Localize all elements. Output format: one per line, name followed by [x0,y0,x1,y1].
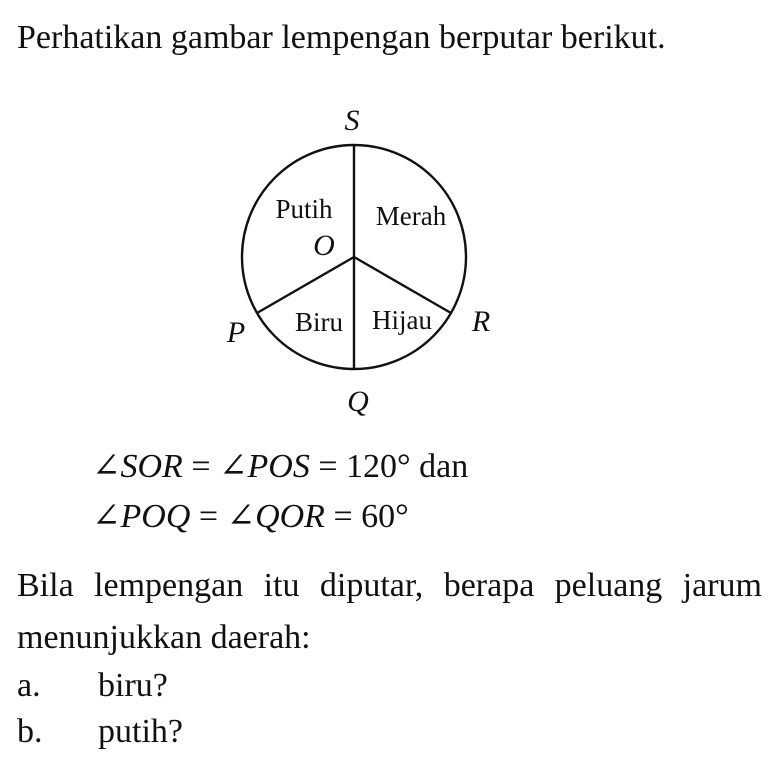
question-text: Bila lempengan itu diputar, berapa peluang jarum menunjukkan daerah: [17,567,762,656]
angle-value-60: 60° [361,498,409,535]
region-biru-label: Biru [294,307,344,337]
angle-qor: QOR [255,498,325,535]
point-o-label: O [313,229,335,262]
option-a-text: biru? [98,667,168,704]
angle-equation-1: ∠SOR = ∠POS = 120° dan [92,448,469,485]
angle-sor: SOR [120,448,183,485]
option-b-text: putih? [98,713,183,750]
option-b-label: b. [17,713,43,750]
region-hijau-label: Hijau [372,305,432,335]
option-b [17,710,183,754]
point-r-label: R [471,305,491,338]
option-a [17,664,168,708]
point-s-label: S [344,104,360,137]
angle-value-120: 120° [346,448,411,485]
region-putih-label: Putih [275,194,333,224]
point-q-label: Q [347,385,369,418]
point-p-label: P [226,316,246,349]
option-a-label: a. [17,667,41,704]
intro-text: Perhatikan gambar lempengan berputar berikut. [17,19,666,56]
angle-pos: POS [247,448,310,485]
angle-connector: dan [419,448,469,485]
angle-equation-2: ∠POQ = ∠QOR = 60° [92,498,409,535]
line-op [257,257,354,313]
angle-poq: POQ [120,498,191,535]
region-merah-label: Merah [375,201,447,231]
